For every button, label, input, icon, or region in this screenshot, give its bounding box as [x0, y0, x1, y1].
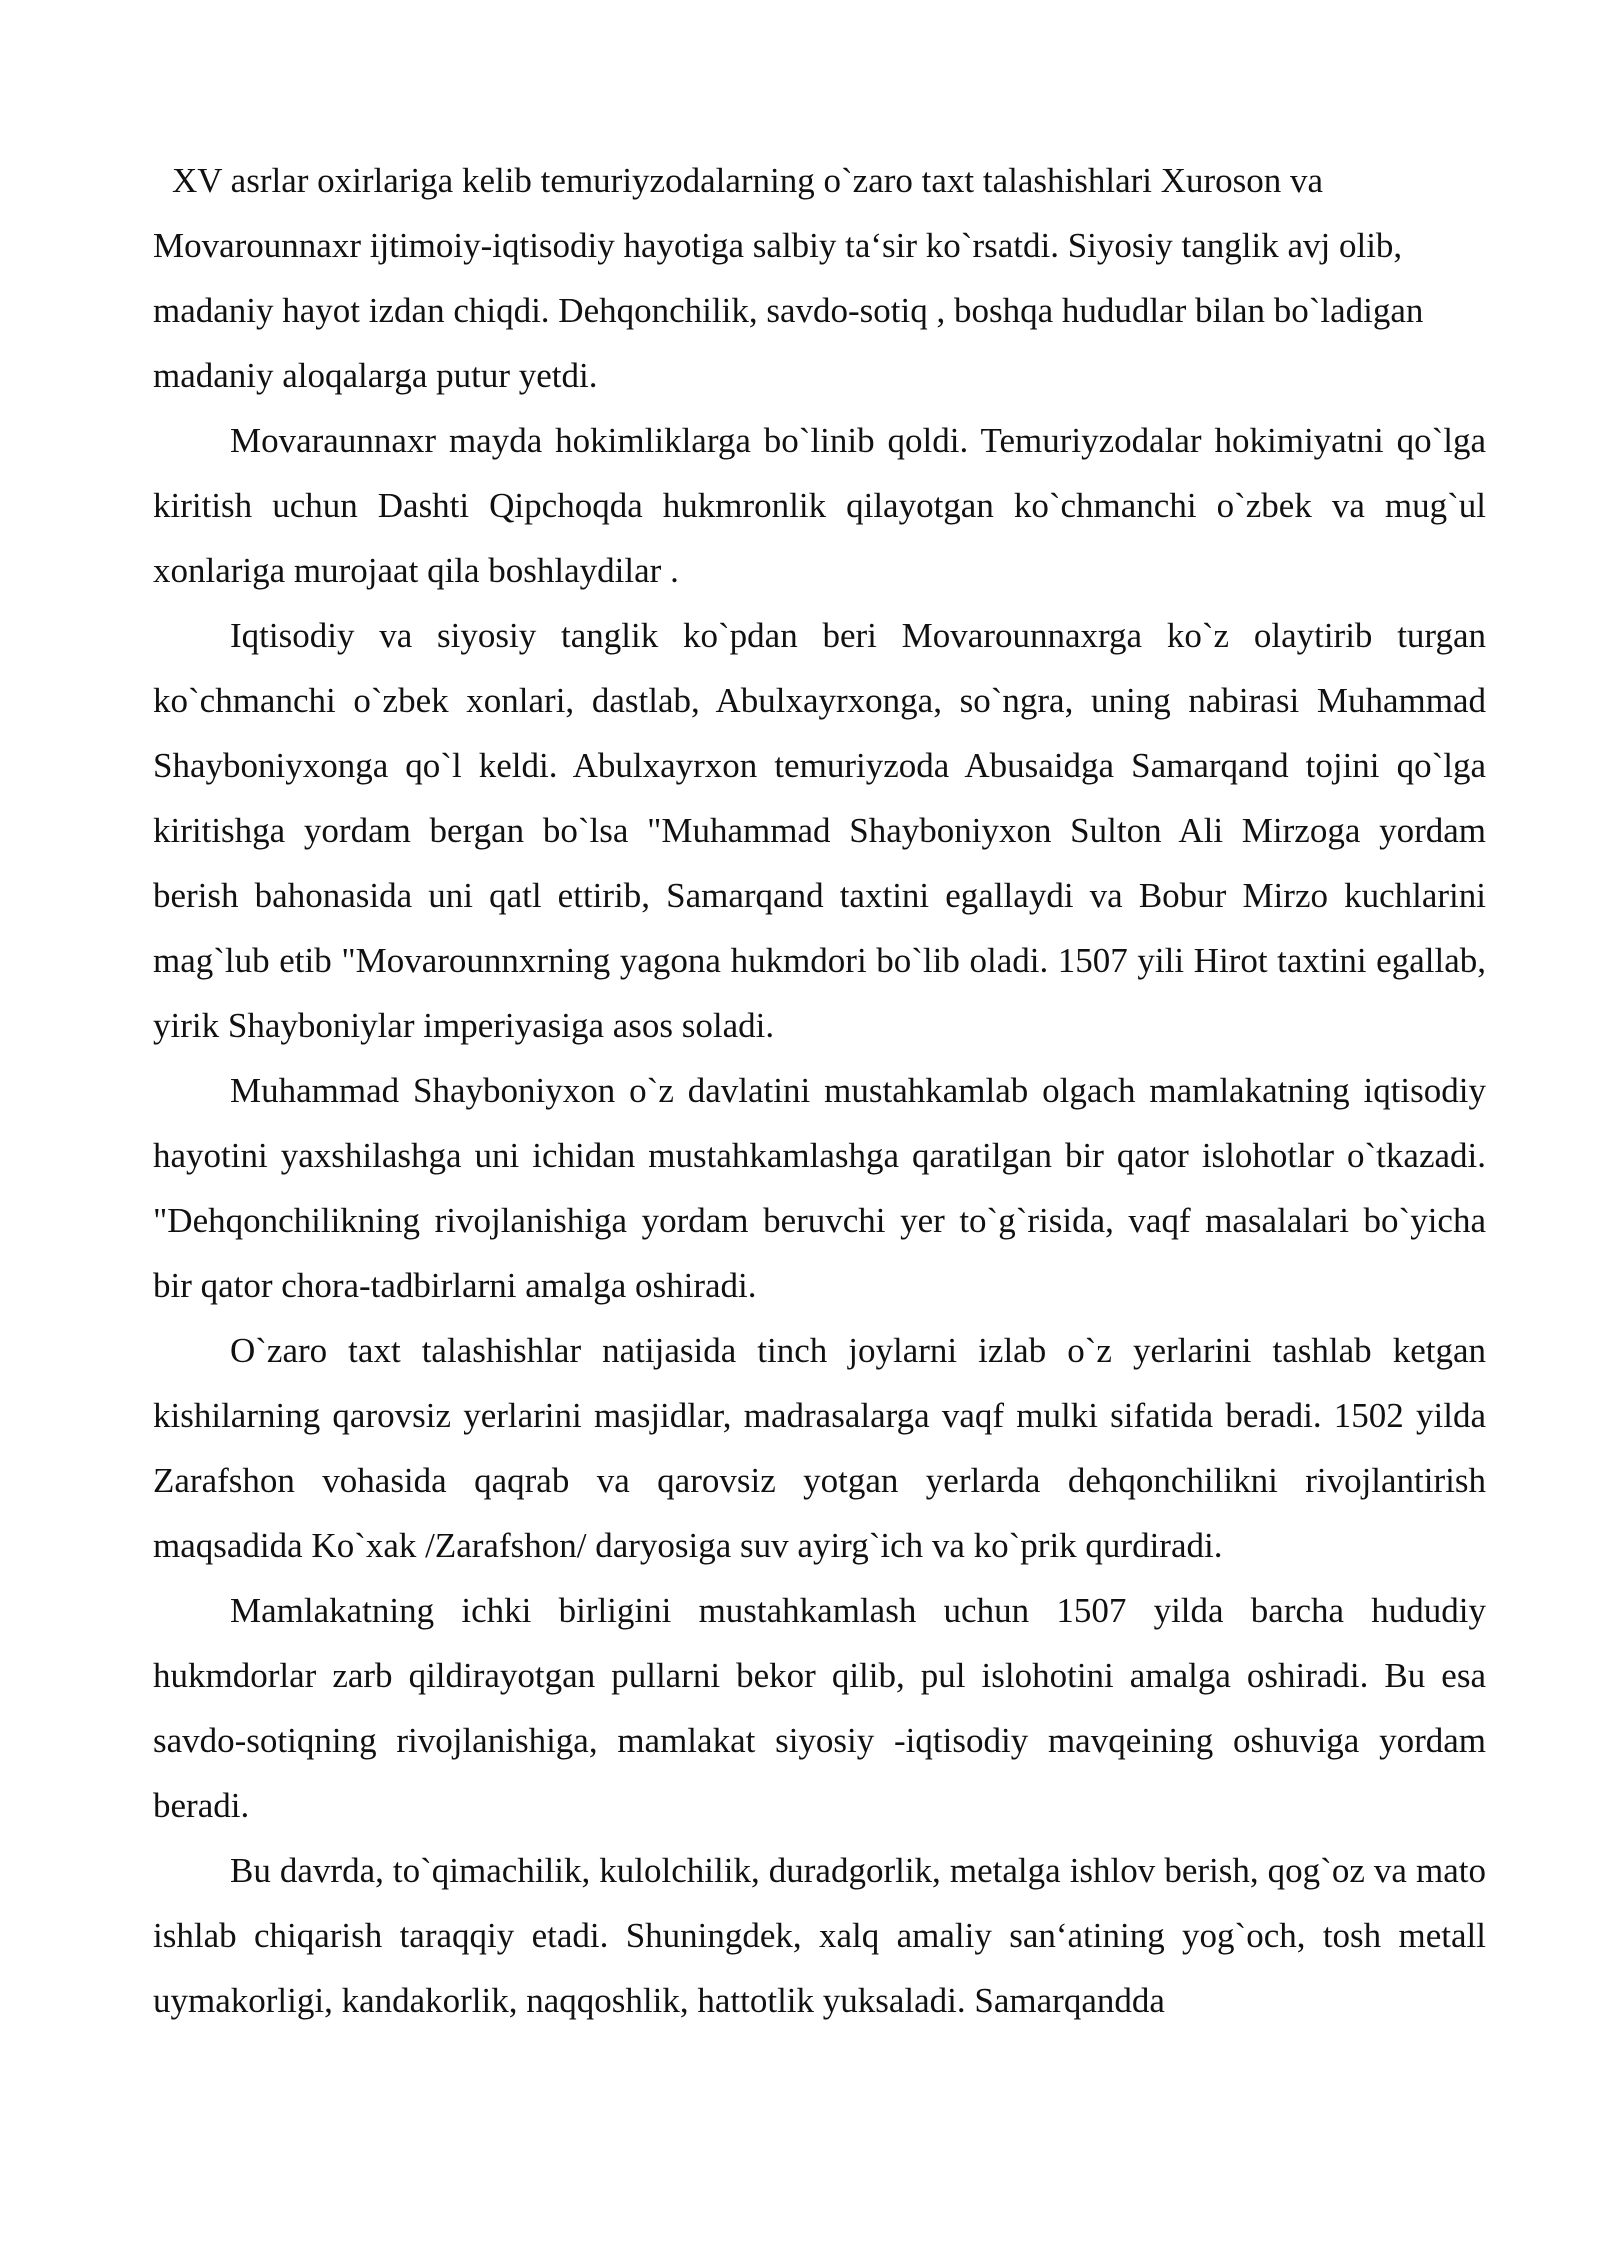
paragraph-4: Muhammad Shayboniyxon o`z davlatini mustahkamlab olgach mamlakatning iqtisodiy hayotini yaxshilashga uni ichidan mustahkamlashga qaratilgan bir qator islohotlar o`tkazadi. "Dehqonchilikning rivojlanishiga yordam beruvchi yer to`g`risida, vaqf masalalari bo`yicha bir qator chora-tadbirlarni amalga oshiradi. [153, 1071, 1486, 1305]
paragraph-1 [153, 148, 1486, 408]
paragraph-7: Bu davrda, to`qimachilik, kulolchilik, duradgorlik, metalga ishlov berish, qog`oz va mato ishlab chiqarish taraqqiy etadi. Shuningdek, xalq amaliy san‘atining yog`och, tosh metall uymakorligi, kandakorlik, naqqoshlik, hattotlik yuksaladi. Samarqandda [153, 1851, 1486, 2020]
paragraph-5: O`zaro taxt talashishlar natijasida tinch joylarni izlab o`z yerlarini tashlab ketgan kishilarning qarovsiz yerlarini masjidlar, madrasalarga vaqf mulki sifatida beradi. 1502 yilda Zarafshon vohasida qaqrab va qarovsiz yotgan yerlarda dehqonchilikni rivojlantirish maqsadida Ko`xak /Zarafshon/ daryosiga suv ayirg`ich va ko`prik qurdiradi. [153, 1331, 1486, 1565]
document-page [153, 148, 1486, 2033]
paragraph-2: Movaraunnaxr mayda hokimliklarga bo`linib qoldi. Temuriyzodalar hokimiyatni qo`lga kiritish uchun Dashti Qipchoqda hukmronlik qilayotgan ko`chmanchi o`zbek va mug`ul xonlariga murojaat qila boshlaydilar . [153, 421, 1486, 590]
paragraph-1-text: XV asrlar oxirlariga kelib temuriyzodalarning o`zaro taxt talashishlari Xuroson va Movarounnaxr ijtimoiy-iqtisodiy hayotiga salbiy ta‘sir ko`rsatdi. Siyosiy tanglik avj olib, madaniy hayot izdan chiqdi. Dehqonchilik, savdo-sotiq , boshqa hududlar bilan bo`ladigan madaniy aloqalarga putur yetdi. [153, 161, 1424, 395]
paragraph-6: Mamlakatning ichki birligini mustahkamlash uchun 1507 yilda barcha hududiy hukmdorlar zarb qildirayotgan pullarni bekor qilib, pul islohotini amalga oshiradi. Bu esa savdo-sotiqning rivojlanishiga, mamlakat siyosiy -iqtisodiy mavqeining oshuviga yordam beradi. [153, 1591, 1486, 1825]
paragraph-3: Iqtisodiy va siyosiy tanglik ko`pdan beri Movarounnaxrga ko`z olaytirib turgan ko`chmanchi o`zbek xonlari, dastlab, Abulxayrxonga, so`ngra, uning nabirasi Muhammad Shayboniyxonga qo`l keldi. Abulxayrxon temuriyzoda Abusaidga Samarqand tojini qo`lga kiritishga yordam bergan bo`lsa "Muhammad Shayboniyxon Sulton Ali Mirzoga yordam berish bahonasida uni qatl ettirib, Samarqand taxtini egallaydi va Bobur Mirzo kuchlarini mag`lub etib "Movarounnxrning yagona hukmdori bo`lib oladi. 1507 yili Hirot taxtini egallab, yirik Shayboniylar imperiyasiga asos soladi. [153, 616, 1486, 1045]
